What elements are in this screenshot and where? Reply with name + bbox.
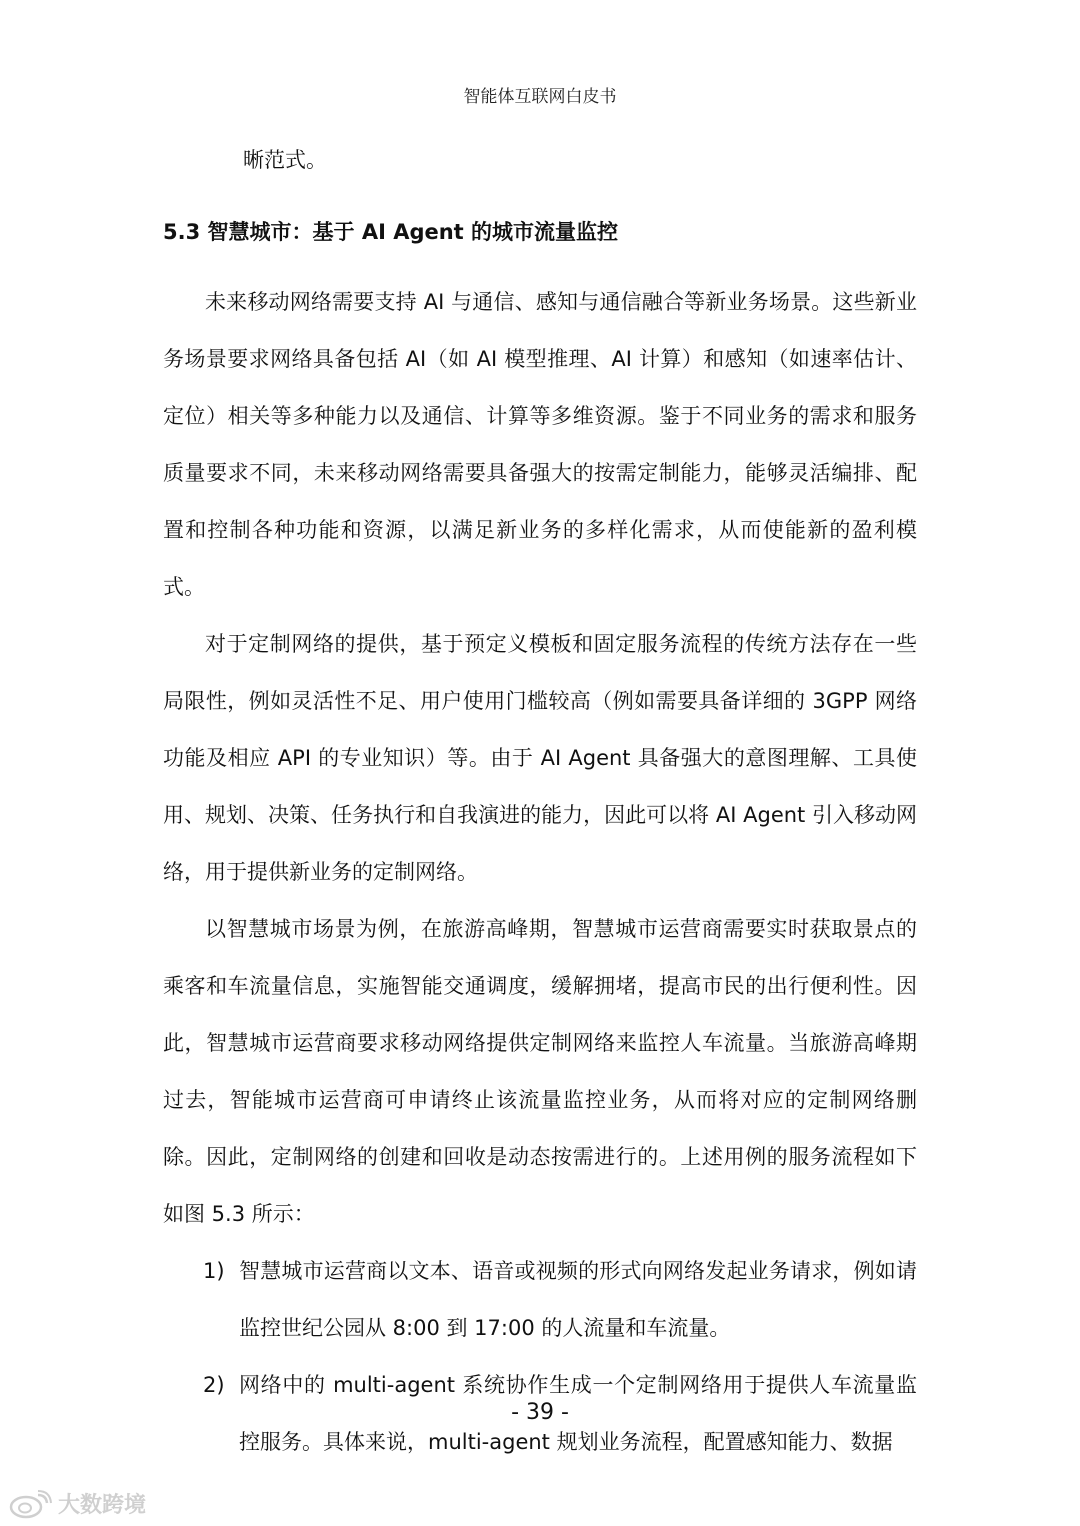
paragraph-3: 以智慧城市场景为例，在旅游高峰期，智慧城市运营商需要实时获取景点的乘客和车流量信息，实施智能交通调度，缓解拥堵，提高市民的出行便利性。因此，智慧城市运营商要求移动网络提供定制网络来监控人车流量。当旅游高峰期过去，智能城市运营商可申请终止该流量监控业务，从而将对应的定制网络删除。因此，定制网络的创建和回收是动态按需进行的。上述用例的服务流程如下如图 5.3 所示： [163, 917, 917, 1226]
carry-over-line: 晰范式。 [243, 148, 327, 172]
section-heading: 5.3 智慧城市：基于 AI Agent 的城市流量监控 [163, 220, 619, 244]
weibo-logo-icon [8, 1489, 52, 1519]
list-item-text: 智慧城市运营商以文本、语音或视频的形式向网络发起业务请求，例如请监控世纪公园从 8:00 到 17:00 的人流量和车流量。 [239, 1259, 917, 1340]
page-number: - 39 - [511, 1400, 569, 1425]
paragraph-1: 未来移动网络需要支持 AI 与通信、感知与通信融合等新业务场景。这些新业务场景要求网络具备包括 AI（如 AI 模型推理、AI 计算）和感知（如速率估计、定位）相关等多种能力以及通信、计算等多维资源。鉴于不同业务的需求和服务质量要求不同，未来移动网络需要具备强大的按需定制能力，能够灵活编排、配置和控制各种功能和资源，以满足新业务的多样化需求，从而使能新的盈利模式。 [163, 290, 917, 599]
page-header [0, 82, 1080, 107]
header-title: 智能体互联网白皮书 [463, 87, 617, 107]
list-item-number: 2) [203, 1373, 225, 1397]
paragraph-2: 对于定制网络的提供，基于预定义模板和固定服务流程的传统方法存在一些局限性，例如灵活性不足、用户使用门槛较高（例如需要具备详细的 3GPP 网络功能及相应 API 的专业知识）等。由于 AI Agent 具备强大的意图理解、工具使用、规划、决策、任务执行和自我演进的能力，因此可以将 AI Agent 引入移动网络，用于提供新业务的定制网络。 [163, 632, 917, 884]
list-item [163, 1243, 917, 1357]
watermark [8, 1488, 146, 1519]
list-item-text: 网络中的 multi-agent 系统协作生成一个定制网络用于提供人车流量监控服务。具体来说，multi-agent 规划业务流程，配置感知能力、数据 [239, 1373, 917, 1454]
numbered-list [163, 1243, 917, 1471]
watermark-text: 大数跨境 [58, 1493, 147, 1518]
page-body [163, 140, 917, 1471]
list-item-number: 1) [203, 1259, 225, 1283]
